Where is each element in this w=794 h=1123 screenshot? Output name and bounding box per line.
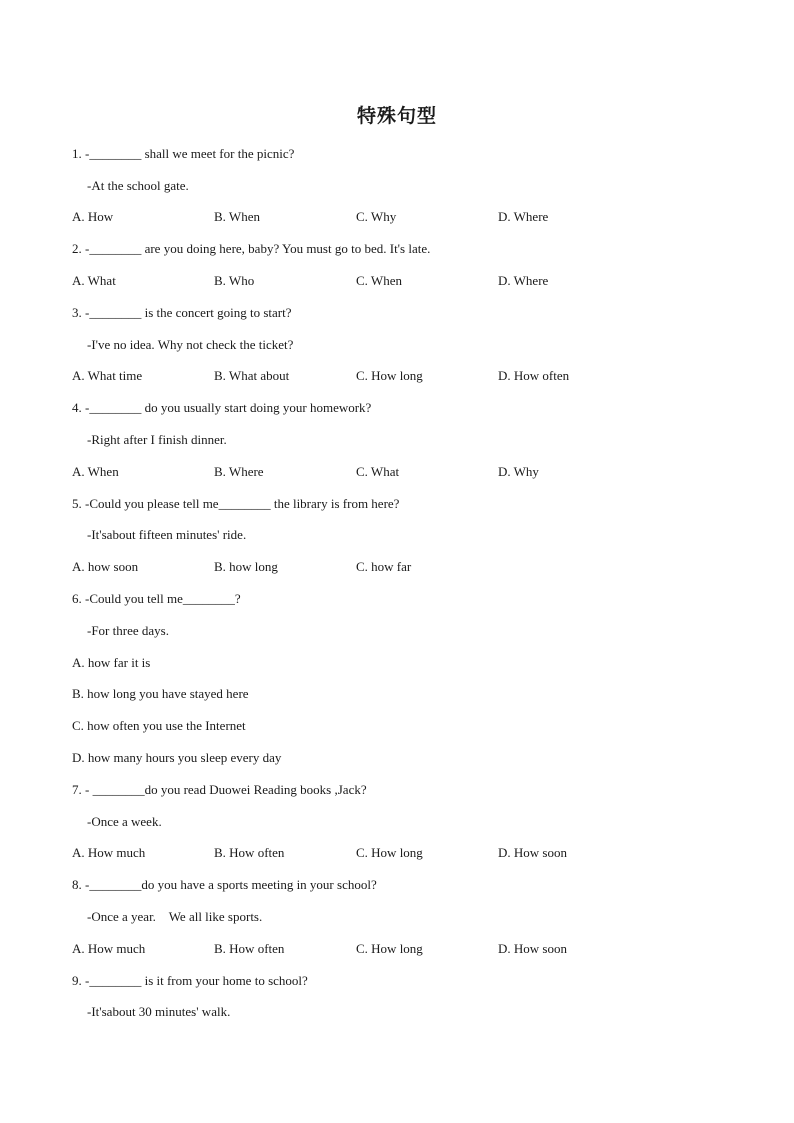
q2-option-a: A. What [72, 273, 116, 288]
q6-option-d: D. how many hours you sleep every day [72, 750, 282, 765]
question-4-answer: -Right after I finish dinner. [87, 432, 227, 447]
q4-option-b: B. Where [214, 464, 264, 479]
q7-option-a: A. How much [72, 845, 146, 860]
q2-option-b: B. Who [214, 273, 255, 288]
question-6: 6. -Could you tell me________? [72, 591, 241, 606]
q1-option-b: B. When [214, 209, 260, 224]
q6-option-c: C. how often you use the Internet [72, 718, 246, 733]
page-title: 特殊句型 [356, 105, 437, 127]
q8-option-c: C. How long [356, 941, 423, 956]
q7-option-d: D. How soon [498, 845, 567, 860]
q1-option-c: C. Why [356, 209, 397, 224]
q5-option-a: A. how soon [72, 559, 139, 574]
question-1: 1. -________ shall we meet for the picnic? [72, 146, 295, 161]
question-3-answer: -I've no idea. Why not check the ticket? [87, 337, 294, 352]
question-2: 2. -________ are you doing here, baby? You must go to bed. It's late. [72, 241, 431, 256]
q3-option-d: D. How often [498, 368, 570, 383]
q3-option-b: B. What about [214, 368, 290, 383]
q6-option-a: A. how far it is [72, 655, 151, 670]
q6-option-b: B. how long you have stayed here [72, 686, 249, 701]
question-9: 9. -________ is it from your home to school? [72, 973, 308, 988]
question-9-answer: -It'sabout 30 minutes' walk. [87, 1004, 231, 1019]
question-8: 8. -________do you have a sports meeting in your school? [72, 877, 377, 892]
question-4: 4. -________ do you usually start doing your homework? [72, 400, 372, 415]
question-5: 5. -Could you please tell me________ the library is from here? [72, 496, 400, 511]
question-1-answer: -At the school gate. [87, 178, 189, 193]
q7-option-b: B. How often [214, 845, 285, 860]
question-5-answer: -It'sabout fifteen minutes' ride. [87, 527, 247, 542]
q8-option-b: B. How often [214, 941, 285, 956]
q4-option-a: A. When [72, 464, 119, 479]
q8-option-d: D. How soon [498, 941, 567, 956]
question-7: 7. - ________do you read Duowei Reading books ,Jack? [72, 782, 367, 797]
q2-option-d: D. Where [498, 273, 549, 288]
q8-option-a: A. How much [72, 941, 146, 956]
q4-option-c: C. What [356, 464, 400, 479]
q5-option-b: B. how long [214, 559, 278, 574]
question-6-answer: -For three days. [87, 623, 169, 638]
q4-option-d: D. Why [498, 464, 539, 479]
question-3: 3. -________ is the concert going to start? [72, 305, 292, 320]
q1-option-d: D. Where [498, 209, 549, 224]
question-7-answer: -Once a week. [87, 814, 162, 829]
q7-option-c: C. How long [356, 845, 423, 860]
q3-option-c: C. How long [356, 368, 423, 383]
q2-option-c: C. When [356, 273, 402, 288]
q3-option-a: A. What time [72, 368, 143, 383]
q5-option-c: C. how far [356, 559, 412, 574]
q1-option-a: A. How [72, 209, 114, 224]
question-8-answer: -Once a year. We all like sports. [87, 909, 263, 924]
